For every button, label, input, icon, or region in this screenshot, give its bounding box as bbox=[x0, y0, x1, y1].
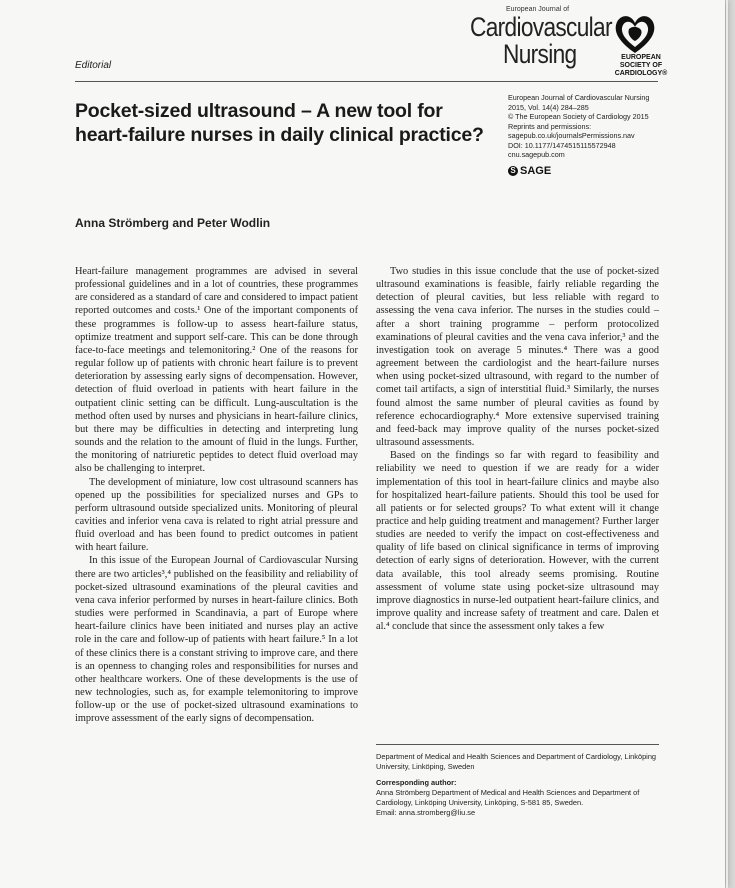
meta-line: Reprints and permissions: bbox=[508, 121, 592, 131]
header-rule bbox=[75, 81, 658, 82]
meta-line: cnu.sagepub.com bbox=[508, 150, 565, 159]
meta-line: DOI: 10.1177/1474515115572948 bbox=[508, 140, 616, 150]
meta-line: European Journal of Cardiovascular Nursing bbox=[508, 93, 650, 102]
publisher-logo bbox=[508, 165, 551, 177]
sage-s-icon: S bbox=[508, 166, 518, 176]
meta-line: 2015, Vol. 14(4) 284–285 bbox=[508, 102, 589, 112]
esc-society-name: EUROPEAN SOCIETY OF CARDIOLOGY® bbox=[614, 54, 668, 77]
corresponding-author-heading: Corresponding author: bbox=[376, 778, 457, 787]
journal-name-line2: Nursing bbox=[503, 39, 577, 69]
paragraph: Heart-failure management programmes are advised in several professional guidelines and in a lot of countries, these programmes are considered as a standard of care and considered to impact patient reported outcomes and costs.¹ One of the important components of these programmes is follow-up to assess heart-failure status, optimize treatment and support self-care. This can be done through face-to-face meetings and telemonitoring.² One of the reasons for regular follow up of patients with chronic heart failure is to prevent deterioration by assessing early signs of decompensation. However, detection of fluid overload in patients with heart failure in the outpatient clinic setting can be difficult. Lung-auscultation is the method often used by nurses and physicians in heart-failure clinics, but there may be difficulties in detecting and interpreting lung sounds and the relation to the amount of fluid in the lungs. Further, the monitoring of natriuretic peptides to detect fluid overload may also be challenging to interpret. bbox=[75, 266, 358, 475]
article-meta bbox=[508, 93, 678, 160]
paragraph: The development of miniature, low cost ultrasound scanners has opened up the possibilities for specialized nurses and GPs to perform ultrasound outside specialized units. Monitoring of pleural cavities and inferior vena cava is related to right atrial pressure and fluid overload and has been found to predict outcomes in patient with heart failure. bbox=[75, 476, 358, 554]
journal-name-line1: Cardiovascular bbox=[470, 12, 612, 42]
body-column-left bbox=[75, 265, 358, 725]
meta-line: sagepub.co.uk/journalsPermissions.nav bbox=[508, 131, 635, 140]
paragraph: In this issue of the European Journal of Cardiovascular Nursing there are two articles³,⁴ published on the feasibility and reliability of pocket-sized ultrasound examinations of the pleural cavities and vena cava inferior performed by nurses in heart-failure clinics. Both studies were performed in Scandinavia, a part of Europe where heart-failure clinics have been initiated and nurses play an active role in the care and follow-up of patients with heart failure.⁵ In a lot of these clinics there is a constant striving to improve care, and there is an openness to changing roles and responsibilities for nurses and other healthcare workers. One of these developments is the use of new technologies, such as, for example telemonitoring to improve follow-up or the use of pocket-sized ultrasound examinations to improve assessment of the early signs of decompensation. bbox=[75, 555, 358, 725]
journal-small-label: European Journal of bbox=[506, 6, 570, 13]
body-column-right bbox=[376, 265, 659, 633]
article-authors: Anna Strömberg and Peter Wodlin bbox=[75, 216, 271, 230]
paragraph: Based on the findings so far with regard to feasibility and reliability we need to question if we are ready for a wider implementation of this tool in heart-failure clinics and maybe also for hospitalized heart-failure patients. Should this tool be used for all patients or for selected groups? To what extent will it change practice and help guiding treatment and management? Further larger studies are needed to verify the impact on cost-effectiveness and quality of life based on clinical significance in terms of improving detection of early signs of deterioration. However, with the current data available, this tool already seems promising. Routine assessment of volume state using pocket-size ultrasound may improve diagnostics in nurse-led outpatient heart-failure clinics, and improve quality and increase safety of treatment and care. Dalen et al.⁴ conclude that since the assessment only takes a few bbox=[376, 450, 659, 633]
affiliation-departments: Department of Medical and Health Sciences and Department of Cardiology, Linköping University, Linköping, Sweden bbox=[376, 752, 657, 771]
corresponding-author-address: Anna Strömberg Department of Medical and Health Sciences and Department of Cardiology, Linköping University, Linköping, S-581 85, Sweden. bbox=[376, 788, 640, 807]
esc-heart-logo-icon bbox=[612, 11, 658, 57]
article-title: Pocket-sized ultrasound – A new tool for heart-failure nurses in daily clinical practice? bbox=[75, 100, 484, 146]
paragraph: Two studies in this issue conclude that the use of pocket-sized ultrasound examinations is feasible, fairly reliable regarding the detection of pleural cavities, but less reliable with regard to assessing the vena cava inferior. The nurses in the studies could – after a short training programme – perform protocolized examinations of pleural cavities and the vena cava inferior,³ and the investigation took on average 5 minutes.⁴ There was a good agreement between the cardiologist and the heart-failure nurses when using pocket-sized ultrasound, with regard to the number of comet tail artifacts, a sign of interstitial fluid.³ Similarly, the nurses found almost the same number of pleural cavities as found by reference echocardiography.⁴ More extensive supervised training and feed-back may improve quality of the nurses pocket-sized ultrasound assessments. bbox=[376, 266, 659, 449]
publisher-name: SAGE bbox=[520, 165, 552, 177]
section-label: Editorial bbox=[75, 60, 112, 71]
meta-line: © The European Society of Cardiology 2015 bbox=[508, 112, 649, 121]
page-edge bbox=[726, 0, 728, 888]
corresponding-author-email: Email: anna.stromberg@liu.se bbox=[376, 808, 476, 817]
affiliation-rule bbox=[376, 744, 659, 745]
affiliation-block bbox=[376, 752, 659, 818]
